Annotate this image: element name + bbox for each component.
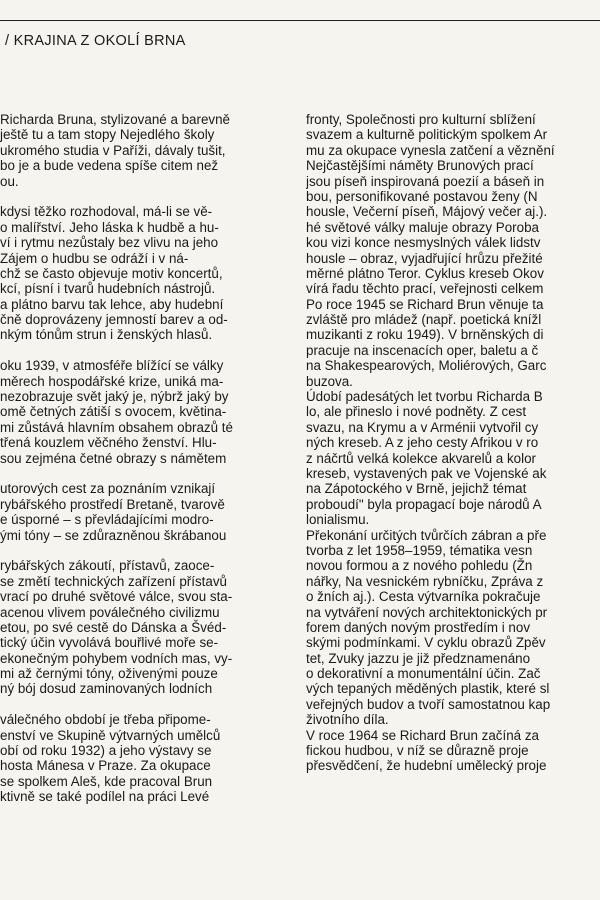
text-line: pracuje na inscenacích oper, baletu a č <box>306 342 539 358</box>
text-line: V roce 1964 se Richard Brun začíná za <box>306 727 539 743</box>
text-line: mi až černými tóny, oživenými pouze <box>0 666 218 682</box>
text-line: Překonání určitých tvůrčích zábran a pře <box>306 527 547 543</box>
text-line: přesvědčení, že hudební umělecký proje <box>306 758 547 774</box>
text-line: e úsporné – s převládajícími modro- <box>0 512 214 528</box>
text-line: nářky, Na vesnickém rybníčku, Zpráva z <box>306 573 544 589</box>
text-line: kreseb, vystavených pak ve Vojenské ak <box>306 465 547 481</box>
text-line: ještě tu a tam stopy Nejedlého školy <box>0 127 215 143</box>
text-line: svazem a kulturně politickým spolkem Ar <box>306 127 548 143</box>
text-line: oku 1939, v atmosféře blížící se války <box>0 358 224 374</box>
text-line: kdysi těžko rozhodoval, má-li se vě- <box>0 204 213 220</box>
text-line: obí od roku 1932) a jeho výstavy se <box>0 743 212 759</box>
text-line: housle – obraz, vyjadřující hrůzu přežité <box>306 250 543 266</box>
text-line: tvorba z let 1958–1959, tématika vesn <box>306 542 533 558</box>
text-line: měrech hospodářské krize, uniká ma- <box>0 373 224 389</box>
text-line: hé světové války maluje obrazy Poroba <box>306 219 539 235</box>
text-line: tický účin vyvolává bouřlivé moře se- <box>0 635 219 651</box>
text-line: enství ve Skupině výtvarných umělců <box>0 727 221 743</box>
text-line: hosta Mánesa v Praze. Za okupace <box>0 758 211 774</box>
text-line: omě četných zátiší s ovocem, květina- <box>0 404 227 420</box>
text-line: na vytváření nových architektonických pr <box>306 604 548 620</box>
text-line: válečného období je třeba připome- <box>0 712 211 728</box>
text-line: mu za okupace vynesla zatčení a věznění <box>306 142 555 158</box>
text-line: nezobrazuje svět jaký je, nýbrž jaký by <box>0 389 229 405</box>
text-line: ných kreseb. A z jeho cesty Afrikou v ro <box>306 435 539 451</box>
text-line: rybářských zákoutí, přístavů, zaoce- <box>0 558 215 574</box>
text-line: z náčrtů velká kolekce akvarelů a kolor <box>306 450 536 466</box>
text-line: proboudí" byla propagací boje národů A <box>306 496 542 512</box>
text-line: vírá řadu těchto prací, veřejnosti celkem <box>306 281 544 297</box>
image-caption: / KRAJINA Z OKOLÍ BRNA <box>5 33 186 49</box>
text-line: se spolkem Aleš, kde pracoval Brun <box>0 773 213 789</box>
text-line: bo je a bude vedena spíše citem než <box>0 158 219 174</box>
text-line: vých tepaných měděných plastik, které sl <box>306 681 550 697</box>
text-line: utorových cest za poznáním vznikají <box>0 481 216 497</box>
text-line: rybářského prostředí Bretaně, tvarově <box>0 496 225 512</box>
text-line: se změtí technických zařízení přístavů <box>0 573 227 589</box>
text-line: skými podmínkami. V cyklu obrazů Zpěv <box>306 635 546 651</box>
text-line: bou, personifikované postavou ženy (N <box>306 188 538 204</box>
text-line: kou vizi konce nesmyslných válek lidstv <box>306 235 541 251</box>
top-rule <box>0 20 600 21</box>
text-line: na Zápotockého v Brně, jejichž témat <box>306 481 527 497</box>
text-line: veřejných budov a tvoří samostatnou kap <box>306 696 551 712</box>
text-line: ktivně se také podílel na práci Levé <box>0 789 210 805</box>
text-line: vrací po druhé světové válce, svou sta- <box>0 589 233 605</box>
paragraph-gap <box>0 697 290 712</box>
text-line: na Shakespearových, Moliérových, Garc <box>306 358 547 374</box>
paragraph-gap <box>0 543 290 558</box>
text-line: čně doprovázeny jemností barev a od- <box>0 312 228 328</box>
paragraph-gap <box>0 466 290 481</box>
text-line: lonialismu. <box>306 512 370 528</box>
text-line: ný bój dosud zaminovaných lodních <box>0 681 213 697</box>
text-line: novou formou a z nového pohledu (Žn <box>306 558 533 574</box>
text-line: sou zejména četné obrazy s námětem <box>0 450 227 466</box>
paragraph-gap <box>0 189 290 204</box>
text-line: etou, po své cestě do Dánska a Švéd- <box>0 619 227 635</box>
right-text-column <box>306 112 600 774</box>
text-line: ukromého studia v Paříži, dávaly tušit, <box>0 142 226 158</box>
text-line: ekonečným pohybem vodních mas, vy- <box>0 650 233 666</box>
text-line: muzikanti z roku 1949). V brněnských di <box>306 327 544 343</box>
text-line: měrné plátno Teror. Cyklus kreseb Okov <box>306 265 544 281</box>
text-line: třená kouzlem věčného ženství. Hlu- <box>0 435 217 451</box>
paragraph-gap <box>0 343 290 358</box>
text-line: acenou vlivem poválečného civilizmu <box>0 604 220 620</box>
text-line: svazu, na Krymu a v Arménii vytvořil cy <box>306 419 539 435</box>
text-line: fickou hudbou, v níž se důrazně proje <box>306 743 529 759</box>
text-line: ou. <box>0 173 19 189</box>
text-line: housle, Večerní píseň, Májový večer aj.). <box>306 204 548 220</box>
text-line: kcí, písní i tvarů hudebních nástrojů. <box>0 281 216 297</box>
text-line: Zájem o hudbu se odráží i v ná- <box>0 250 189 266</box>
text-line: Údobí padesátých let tvorbu Richarda B <box>306 389 543 405</box>
text-line: buzova. <box>306 373 353 389</box>
text-line: Nejčastějšími náměty Brunových prací <box>306 158 534 174</box>
text-line: Po roce 1945 se Richard Brun věnuje ta <box>306 296 544 312</box>
text-line: o malířství. Jeho láska k hudbě a hu- <box>0 219 219 235</box>
text-line: forem daných novým prostředím i nov <box>306 619 531 635</box>
text-line: a plátno barvu tak lehce, aby hudební <box>0 296 224 312</box>
text-line: nkým tónům strun i ženských hlasů. <box>0 327 213 343</box>
text-line: fronty, Společnosti pro kulturní sblížení <box>306 112 536 127</box>
text-line: tet, Zvuky jazzu je již předznamenáno <box>306 650 531 666</box>
text-line: zvláště pro mládež (např. poetická knížl <box>306 312 542 328</box>
text-line: ví i rytmu nezůstaly bez vlivu na jeho <box>0 235 219 251</box>
text-line: o dekorativní a monumentální účin. Zač <box>306 666 541 682</box>
text-line: jsou píseň inspirovaná poezií a báseň in <box>306 173 545 189</box>
text-line: chž se často objevuje motiv koncertů, <box>0 265 223 281</box>
text-line: ými tóny – se zdůrazněnou škrábanou <box>0 527 227 543</box>
text-line: lo, ale přineslo i nové podněty. Z cest <box>306 404 527 420</box>
left-text-column <box>0 112 290 805</box>
text-line: o žních aj.). Cesta výtvarníka pokračuje <box>306 589 541 605</box>
text-line: životního díla. <box>306 712 389 728</box>
text-line: mi zůstává hlavním obsahem obrazů té <box>0 419 233 435</box>
text-line: Richarda Bruna, stylizované a barevně <box>0 112 231 127</box>
